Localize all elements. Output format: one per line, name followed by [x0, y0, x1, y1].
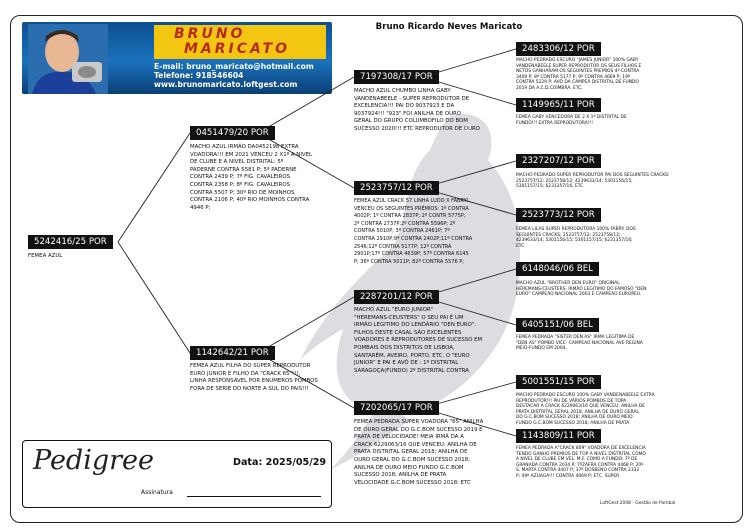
- breeder-phone: Telefone: 918546604: [154, 71, 244, 80]
- breeder-name-line2: MARICATO: [184, 41, 290, 57]
- pedigree-date: Data: 2025/05/29: [233, 457, 327, 468]
- sss-desc: MACHO PEDRADO ESCURO "JAMES JUNIOR" 100% GABY VANDENABEELE SUPER REPRODUTOR OS SEUS FILHOS E NETOS GANHARAM OS SEGUINTES PREMIOS 4º CONTRA 3409 P; 8º CONTRA 5177 P; 9º CONTRA 4669 P; 19º CONTRA 5229 P; AVÔ DA CAMPEÃ DISTRITAL DE FUNDO 2019 DA A.C.D.COIMBRA. ETC.: [516, 58, 642, 91]
- pedigree-signature-box: [22, 440, 332, 508]
- breeder-email: E-mail: bruno_maricato@hotmail.com: [154, 62, 314, 71]
- sire-dam-desc: FEMEA AZUL CRACK 57 LINHA LUDO X FABRY! VENCEU OS SEGUINTES PRÉMIOS: 1º CONTRA 4002P; 1º CONTRA 2837P; 2º CONTR 5775P; 2º CONTRA 2737P;2º CONTRA 5596P; 2º CONTRA 5010P; 3º CONTRA 2461P; 7º CONTRA 2910P;9º CONTRA 2402P;11º CONTRA 2546;12º CONTRA 5177P; 12º CONTRA 2901P;17º CONTRA 4639P; 57º CONTRA 6145 P; 36º CONTRA 5011P; 82º CONTRA 5576 P;: [354, 198, 473, 265]
- signature-line: [187, 496, 321, 497]
- sds-ring: 2327207/12 POR: [516, 154, 601, 168]
- dam-ring: 1142642/21 POR: [190, 346, 275, 360]
- sire-dam-ring: 2523757/12 POR: [354, 181, 439, 195]
- sdd-desc: FEMEA LILAS SUPER REPRODUTORA 100% FABRY. DOS SEGUINTES CRACKS: 2523757/12; 2523758/12; 4239633/14; 5301156/15; 5301157/15; 6231357/16; ETC: [516, 227, 636, 249]
- breeder-name-line1: BRUNO: [174, 26, 246, 42]
- subject-ring: 5242416/25 POR: [28, 235, 113, 249]
- footer-credit: LoftGest 2008 - Gestão de Pombal: [600, 501, 676, 506]
- ssd-desc: FEMEA GABY VENCEDORA DE 2 X 1º DISTRITAL DE FUNDO!!! EXTRA REPRODUTORA!!!: [516, 115, 627, 126]
- sire-ring: 0451479/20 POR: [190, 126, 275, 140]
- dam-dam-ring: 7202065/17 POR: [354, 401, 439, 415]
- dam-sire-desc: MACHO AZUL "EURO JUNIOR" "HEREMANS-CEUSTERS" O SEU PAI É UM IRMÃO LEGITIMO DO LENDÁRIO "DEN EURO". FILHOS DESTE CASAL SÃO EXCELENTES VOADORES E REPRODUTORES DE SUCESSO EM POMBAIS DOS DISTRITOS DE LISBOA, SANTARÉM, AVEIRO, PORTO, ETC. O "EURO JUNIOR" E PAI E AVÔ DE : 1º DISTRITAL SARAGOÇA(FUNDO) 2º DISTRITAL CONTRA: [354, 307, 483, 374]
- sss-ring: 2483306/12 POR: [516, 42, 601, 56]
- ddd-desc: FEMEA PEDRADA A"CRACK 809" VOADORA DE EXCELENCIA TENDO GANHO PREMIOS DE TOP A NIVEL DISTRITAL COMO A NIVEL DE CLUBE EM VEL. M.F. COMO A FUNDO: 7º DE GRANADA CONTRA 2034 P; 7ºZAFRA CONTRA 4468 P; 20º S. MARTA CONTRA 4407 P; 37º DOSBENO CONTRA 2332 P; 49º AZUAGA!!! CONTRA 4069 P; ETC. SUPER: [516, 446, 646, 479]
- dsd-desc: FEMEA PEDRADA "SISTER DEN AS" IRMA LEGITIMA DE "DEN AS" POMBO VICE- CAMPEAO NACIONAL AVE REGINA MEIO-FUNDO EM 2004.: [516, 335, 643, 352]
- dam-desc: FEMEA AZUL FILHA DO SUPER REPRODUTOR EURO JUNIOR E FILHO DA "CRACK 65"!!!, LINHA RESPONSAVEL POR ENUMEROS POMBOS FORA DE SERIE DO NORTE A SUL DO PAIS!!!: [190, 363, 318, 392]
- dds-desc: MACHO PEDRADO ESCURO 100% GABY VANDENABEELE EXTRA REPRODUTOR!!! PAI DE VÁRIOS POMBOS DE TOPA DESTACAR A CRACK 6229063/16 QUE VENCEU: ANILHA DE PRATA DISTRITAL GERAL 2018; ANILHA DE OURO GERAL DO G.C.BOM SUCESSO 2018; ANILHA DE OURO MEIO FUNDO G.C.BOM SUCESSO 2018; ANILHA DE PRATA: [516, 393, 655, 426]
- sire-desc: MACHO AZUL IRMÃO DA0452196 EXTRA VOADORA!!! EM 2021 VENCEU 2 X1º A NIVEL DE CLUBE E A NIVEL DISTRITAL: 5º PADERNE CONTRA 5581 P; 5º PADERNE CONTRA 2439 P; 7º FIG. CAVALEIROS CONTRA 2358 P; 8º FIG. CAVALEIROS CONTRA 5507 P; 30º RIO DE MOINHOS CONTRA 2106 P; 40º RIO MOINHOS CONTRA 4946 P;: [190, 144, 313, 211]
- dds-ring: 5001551/15 POR: [516, 375, 601, 389]
- dss-ring: 6148046/06 BEL: [516, 262, 599, 276]
- dam-sire-ring: 2287201/12 POR: [354, 290, 439, 304]
- pedigree-logo: Pedigree: [33, 445, 154, 476]
- breeder-website: www.brunomaricato.loftgest.com: [154, 80, 298, 89]
- sds-desc: MACHO PEDRADO SUPER REPRODUTOR PAI DOS SEGUINTES CRACKS: 2523757/12; 2523758/12; 4239633/14; 5301156/15; 5301157/15; 6231357/16; ETC: [516, 173, 670, 190]
- ssd-ring: 1149965/11 POR: [516, 98, 601, 112]
- sire-sire-desc: MACHO AZUL CHUMBO LINHA GABY VANDENABEELE - SUPER REPRODUTOR DE EXCELENCIA!!! PAI DO 9037923 E DA 9037924!!! "923" FOI ANILHA DE OURO GERAL DO GRUPO COLUMBOFILO DO BOM SUCESSO 2020!!! ETC REPRODUTOR DE OURO: [354, 88, 481, 132]
- signature-label: Assinatura: [141, 489, 173, 496]
- owner-name: Bruno Ricardo Neves Maricato: [375, 22, 523, 32]
- sdd-ring: 2523773/12 POR: [516, 208, 601, 222]
- ddd-ring: 1143809/11 POR: [516, 429, 601, 443]
- dss-desc: MACHO AZUL "BROTHER DEN EURO" ORIGINAL HEREMANS-CEUSTERS. IRMÃO LEGITIMO DO FAMOSO "DEN EURO" CAMPEÃO NACIONAL 2003 E CAMPEÃO EUROPEU.: [516, 281, 647, 298]
- dsd-ring: 6405151/06 BEL: [516, 318, 599, 332]
- subject-desc: FEMEA AZUL: [28, 253, 63, 259]
- dam-dam-desc: FEMEA PEDRADA SUPER VOADORA "65" ANILHA DE OURO GERAL DO G.C.BOM SUCESSO 2019 E PRATA DE VELOCIDADE! MEIA IRMÃ DA A CRACK 6229063/16 QUE VENCEU: ANILHA DE PRATA DISTRITAL GERAL 2018; ANILHA DE OURO GERAL DO G.C.BOM SUCESSO 2018; ANILHA DE OURO MEIO FUNDO G.C.BOM SUCESSO 2018; ANILHA DE PRATA VELOCIDADE G.C.BOM SUCESSO 2018; ETC: [354, 419, 484, 486]
- sire-sire-ring: 7197308/17 POR: [354, 70, 439, 84]
